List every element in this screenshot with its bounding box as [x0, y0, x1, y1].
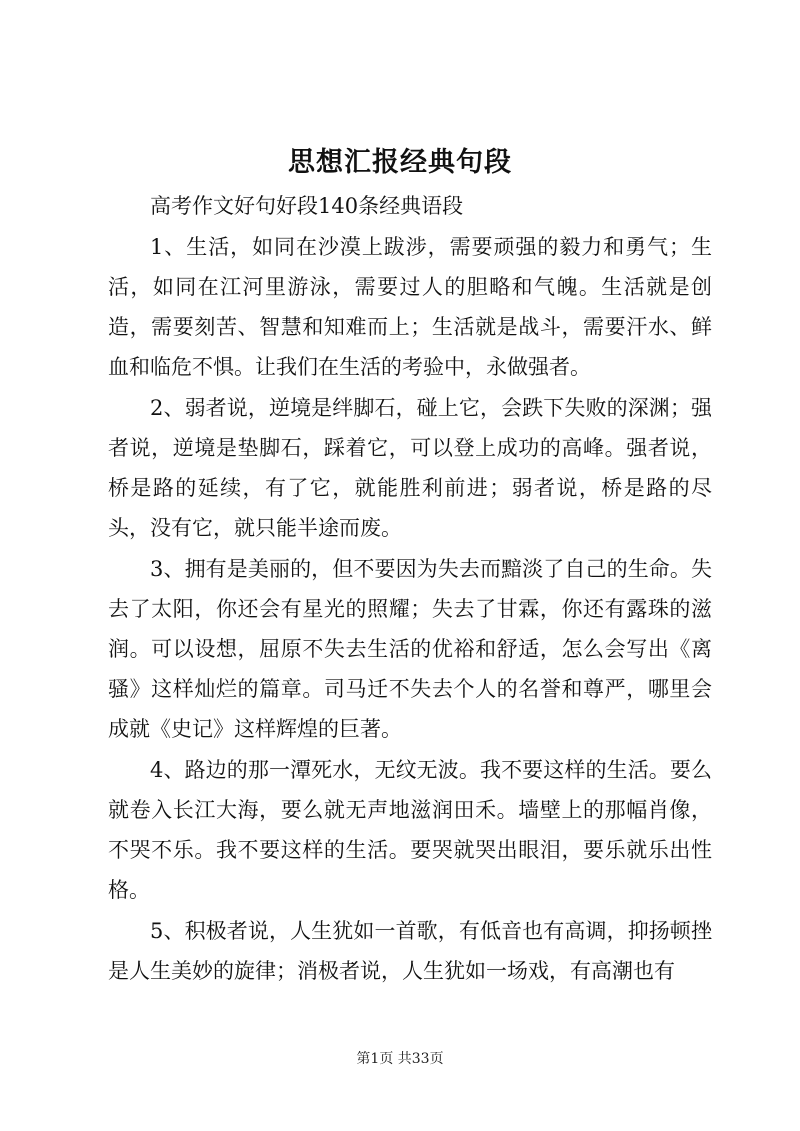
document-body [108, 186, 712, 992]
document-subtitle: 高考作文好句好段140条经典语段 [150, 194, 464, 218]
paragraph-1: 1、生活，如同在沙漠上跋涉，需要顽强的毅力和勇气；生活，如同在江河里游泳，需要过人的胆略和气魄。生活就是创造，需要刻苦、智慧和知难而上；生活就是战斗，需要汗水、鲜血和临危不惧。让我们在生活的考验中，永做强者。 [108, 235, 712, 379]
document-title: 思想汇报经典句段 [288, 147, 512, 178]
paragraph-5: 5、积极者说，人生犹如一首歌，有低音也有高调，抑扬顿挫是人生美妙的旋律；消极者说，人生犹如一场戏，有高潮也有 [108, 919, 712, 983]
paragraph-4: 4、路边的那一潭死水，无纹无波。我不要这样的生活。要么就卷入长江大海，要么就无声地滋润田禾。墙壁上的那幅肖像，不哭不乐。我不要这样的生活。要哭就哭出眼泪，要乐就乐出性格。 [108, 758, 712, 902]
page-footer: 第1页 共33页 [356, 1051, 444, 1067]
paragraph-2: 2、弱者说，逆境是绊脚石，碰上它，会跌下失败的深渊；强者说，逆境是垫脚石，踩着它，可以登上成功的高峰。强者说，桥是路的延续，有了它，就能胜利前进；弱者说，桥是路的尽头，没有它，就只能半途而废。 [108, 396, 712, 540]
paragraph-3: 3、拥有是美丽的，但不要因为失去而黯淡了自己的生命。失去了太阳，你还会有星光的照耀；失去了甘霖，你还有露珠的滋润。可以设想，屈原不失去生活的优裕和舒适，怎么会写出《离骚》这样灿烂的篇章。司马迁不失去个人的名誉和尊严，哪里会成就《史记》这样辉煌的巨著。 [108, 557, 712, 741]
